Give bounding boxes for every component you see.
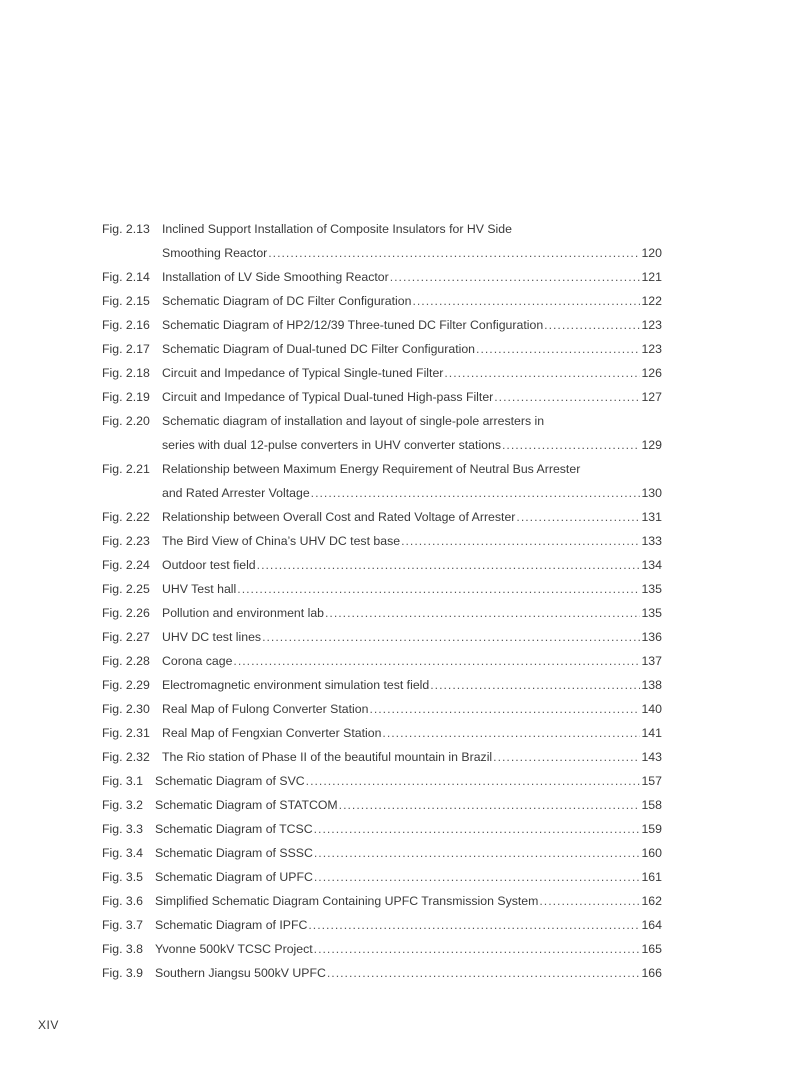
- toc-entry[interactable]: [102, 917, 662, 941]
- toc-entry[interactable]: [102, 509, 662, 533]
- figure-number: Fig. 2.19: [102, 390, 150, 404]
- figure-title: Schematic Diagram of DC Filter Configuration: [162, 294, 412, 308]
- figure-number: Fig. 3.7: [102, 918, 144, 932]
- figure-title: UHV Test hall: [162, 582, 237, 596]
- figure-page-number: 137: [641, 654, 662, 668]
- figure-number: Fig. 2.27: [102, 630, 150, 644]
- figure-title: Installation of LV Side Smoothing Reactor: [162, 270, 389, 284]
- toc-entry[interactable]: [102, 317, 662, 341]
- toc-entry[interactable]: [102, 701, 662, 725]
- figure-title: series with dual 12-pulse converters in UHV converter stations: [162, 438, 501, 452]
- figure-page-number: 158: [641, 798, 662, 812]
- toc-entry[interactable]: [102, 293, 662, 317]
- figure-page-number: 123: [641, 318, 662, 332]
- toc-entry-line: [102, 245, 662, 269]
- toc-entry-line: [102, 629, 662, 653]
- figure-page-number: 122: [641, 294, 662, 308]
- figure-number: Fig. 3.3: [102, 822, 144, 836]
- dot-leader: [257, 557, 641, 574]
- figure-title: The Bird View of China’s UHV DC test base: [162, 534, 401, 548]
- toc-entry-line: [102, 701, 662, 725]
- toc-entry[interactable]: [102, 797, 662, 821]
- figure-page-number: 165: [641, 942, 662, 956]
- toc-entry[interactable]: [102, 773, 662, 797]
- figure-page-number: 127: [641, 390, 662, 404]
- figure-page-number: 164: [641, 918, 662, 932]
- figure-number: Fig. 3.8: [102, 942, 144, 956]
- toc-entry[interactable]: [102, 677, 662, 701]
- dot-leader: [476, 341, 640, 358]
- figure-page-number: 131: [641, 510, 662, 524]
- toc-entry-line: [102, 413, 662, 437]
- figure-title: and Rated Arrester Voltage: [162, 486, 310, 500]
- toc-entry-line: [102, 341, 662, 365]
- toc-entry[interactable]: [102, 557, 662, 581]
- figure-page-number: 160: [641, 846, 662, 860]
- toc-entry[interactable]: [102, 389, 662, 413]
- figure-page-number: 135: [641, 582, 662, 596]
- toc-entry-line: [102, 821, 662, 845]
- figure-number: Fig. 3.5: [102, 870, 144, 884]
- dot-leader: [502, 437, 640, 454]
- list-of-figures: [102, 221, 662, 989]
- toc-entry-line: [102, 485, 662, 509]
- figure-title: Schematic diagram of installation and layout of single-pole arresters in: [162, 414, 545, 428]
- figure-page-number: 162: [641, 894, 662, 908]
- figure-number: Fig. 3.4: [102, 846, 144, 860]
- figure-page-number: 157: [641, 774, 662, 788]
- toc-entry-line: [102, 773, 662, 797]
- toc-entry[interactable]: [102, 269, 662, 293]
- figure-number: Fig. 2.22: [102, 510, 150, 524]
- figure-title: UHV DC test lines: [162, 630, 262, 644]
- dot-leader: [314, 869, 641, 886]
- figure-number: Fig. 2.15: [102, 294, 150, 308]
- figure-number: Fig. 2.24: [102, 558, 150, 572]
- toc-entry[interactable]: [102, 893, 662, 917]
- toc-entry[interactable]: [102, 725, 662, 749]
- toc-entry-line: [102, 725, 662, 749]
- figure-page-number: 161: [641, 870, 662, 884]
- figure-number: Fig. 2.28: [102, 654, 150, 668]
- dot-leader: [539, 893, 640, 910]
- dot-leader: [544, 317, 640, 334]
- figure-page-number: 133: [641, 534, 662, 548]
- dot-leader: [401, 533, 640, 550]
- figure-number: Fig. 3.2: [102, 798, 144, 812]
- figure-number: Fig. 2.20: [102, 414, 150, 428]
- figure-number: Fig. 2.23: [102, 534, 150, 548]
- figure-title: Schematic Diagram of TCSC: [155, 822, 313, 836]
- figure-page-number: 120: [641, 246, 662, 260]
- dot-leader: [444, 365, 640, 382]
- toc-entry-line: [102, 437, 662, 461]
- page-number: XIV: [38, 1018, 59, 1032]
- toc-entry[interactable]: [102, 821, 662, 845]
- figure-page-number: 130: [641, 486, 662, 500]
- figure-number: Fig. 2.25: [102, 582, 150, 596]
- toc-entry-line: [102, 869, 662, 893]
- figure-title: Relationship between Maximum Energy Requirement of Neutral Bus Arrester: [162, 462, 581, 476]
- figure-title: Schematic Diagram of SVC: [155, 774, 305, 788]
- toc-entry-line: [102, 221, 662, 245]
- figure-number: Fig. 2.16: [102, 318, 150, 332]
- toc-entry-line: [102, 269, 662, 293]
- toc-entry[interactable]: [102, 221, 662, 269]
- toc-entry-line: [102, 461, 662, 485]
- figure-number: Fig. 2.17: [102, 342, 150, 356]
- dot-leader: [308, 917, 640, 934]
- figure-page-number: 141: [641, 726, 662, 740]
- toc-entry-line: [102, 917, 662, 941]
- toc-entry[interactable]: [102, 461, 662, 509]
- toc-entry[interactable]: [102, 605, 662, 629]
- figure-page-number: 138: [641, 678, 662, 692]
- figure-title: Yvonne 500kV TCSC Project: [155, 942, 313, 956]
- toc-entry[interactable]: [102, 341, 662, 365]
- toc-entry-line: [102, 317, 662, 341]
- figure-page-number: 134: [641, 558, 662, 572]
- figure-title: Schematic Diagram of SSSC: [155, 846, 313, 860]
- figure-title: Circuit and Impedance of Typical Single-tuned Filter: [162, 366, 444, 380]
- dot-leader: [390, 269, 641, 286]
- figure-title: Schematic Diagram of Dual-tuned DC Filter Configuration: [162, 342, 476, 356]
- dot-leader: [412, 293, 640, 310]
- figure-number: Fig. 2.14: [102, 270, 150, 284]
- dot-leader: [339, 797, 641, 814]
- dot-leader: [311, 485, 641, 502]
- dot-leader: [325, 605, 640, 622]
- figure-title: Smoothing Reactor: [162, 246, 268, 260]
- toc-entry-line: [102, 605, 662, 629]
- figure-number: Fig. 2.29: [102, 678, 150, 692]
- toc-entry[interactable]: [102, 845, 662, 869]
- figure-number: Fig. 3.1: [102, 774, 144, 788]
- figure-title: Schematic Diagram of UPFC: [155, 870, 313, 884]
- figure-number: Fig. 2.21: [102, 462, 150, 476]
- toc-entry-line: [102, 389, 662, 413]
- toc-entry[interactable]: [102, 653, 662, 677]
- figure-page-number: 159: [641, 822, 662, 836]
- figure-number: Fig. 2.13: [102, 222, 150, 236]
- figure-title: The Rio station of Phase II of the beautiful mountain in Brazil: [162, 750, 493, 764]
- dot-leader: [430, 677, 640, 694]
- dot-leader: [233, 653, 640, 670]
- figure-title: Electromagnetic environment simulation test field: [162, 678, 430, 692]
- figure-page-number: 136: [641, 630, 662, 644]
- figure-number: Fig. 2.18: [102, 366, 150, 380]
- dot-leader: [262, 629, 640, 646]
- figure-page-number: 126: [641, 366, 662, 380]
- figure-title: Relationship between Overall Cost and Rated Voltage of Arrester: [162, 510, 516, 524]
- toc-entry-line: [102, 941, 662, 965]
- figure-number: Fig. 3.6: [102, 894, 144, 908]
- figure-title: Schematic Diagram of HP2/12/39 Three-tuned DC Filter Configuration: [162, 318, 544, 332]
- figure-title: Simplified Schematic Diagram Containing UPFC Transmission System: [155, 894, 539, 908]
- toc-entry-line: [102, 557, 662, 581]
- dot-leader: [306, 773, 641, 790]
- toc-entry[interactable]: [102, 869, 662, 893]
- figure-page-number: 166: [641, 966, 662, 980]
- toc-entry[interactable]: [102, 629, 662, 653]
- toc-entry[interactable]: [102, 941, 662, 965]
- dot-leader: [237, 581, 640, 598]
- toc-entry-line: [102, 509, 662, 533]
- dot-leader: [314, 941, 641, 958]
- dot-leader: [494, 389, 640, 406]
- toc-entry[interactable]: [102, 413, 662, 461]
- figure-title: Southern Jiangsu 500kV UPFC: [155, 966, 326, 980]
- toc-entry-line: [102, 965, 662, 989]
- figure-title: Inclined Support Installation of Composite Insulators for HV Side: [162, 222, 512, 236]
- figure-number: Fig. 3.9: [102, 966, 144, 980]
- dot-leader: [314, 821, 641, 838]
- figure-title: Circuit and Impedance of Typical Dual-tuned High-pass Filter: [162, 390, 494, 404]
- dot-leader: [493, 749, 640, 766]
- toc-entry[interactable]: [102, 749, 662, 773]
- toc-entry-line: [102, 653, 662, 677]
- figure-title: Real Map of Fulong Converter Station: [162, 702, 369, 716]
- figure-title: Corona cage: [162, 654, 233, 668]
- figure-page-number: 140: [641, 702, 662, 716]
- dot-leader: [314, 845, 641, 862]
- figure-title: Pollution and environment lab: [162, 606, 325, 620]
- toc-entry-line: [102, 365, 662, 389]
- toc-entry-line: [102, 893, 662, 917]
- toc-entry-line: [102, 581, 662, 605]
- figure-page-number: 123: [641, 342, 662, 356]
- figure-page-number: 129: [641, 438, 662, 452]
- toc-entry-line: [102, 533, 662, 557]
- figure-number: Fig. 2.26: [102, 606, 150, 620]
- dot-leader: [516, 509, 640, 526]
- figure-page-number: 135: [641, 606, 662, 620]
- toc-entry-line: [102, 677, 662, 701]
- figure-page-number: 143: [641, 750, 662, 764]
- toc-entry-line: [102, 749, 662, 773]
- figure-title: Real Map of Fengxian Converter Station: [162, 726, 382, 740]
- toc-entry-line: [102, 797, 662, 821]
- toc-entry[interactable]: [102, 581, 662, 605]
- figure-number: Fig. 2.31: [102, 726, 150, 740]
- figure-number: Fig. 2.32: [102, 750, 150, 764]
- dot-leader: [327, 965, 641, 982]
- toc-entry[interactable]: [102, 965, 662, 989]
- figure-page-number: 121: [641, 270, 662, 284]
- figure-title: Outdoor test field: [162, 558, 256, 572]
- figure-number: Fig. 2.30: [102, 702, 150, 716]
- dot-leader: [268, 245, 640, 262]
- dot-leader: [382, 725, 640, 742]
- toc-entry-line: [102, 845, 662, 869]
- dot-leader: [369, 701, 640, 718]
- figure-title: Schematic Diagram of STATCOM: [155, 798, 338, 812]
- toc-entry-line: [102, 293, 662, 317]
- toc-entry[interactable]: [102, 365, 662, 389]
- toc-entry[interactable]: [102, 533, 662, 557]
- figure-title: Schematic Diagram of IPFC: [155, 918, 308, 932]
